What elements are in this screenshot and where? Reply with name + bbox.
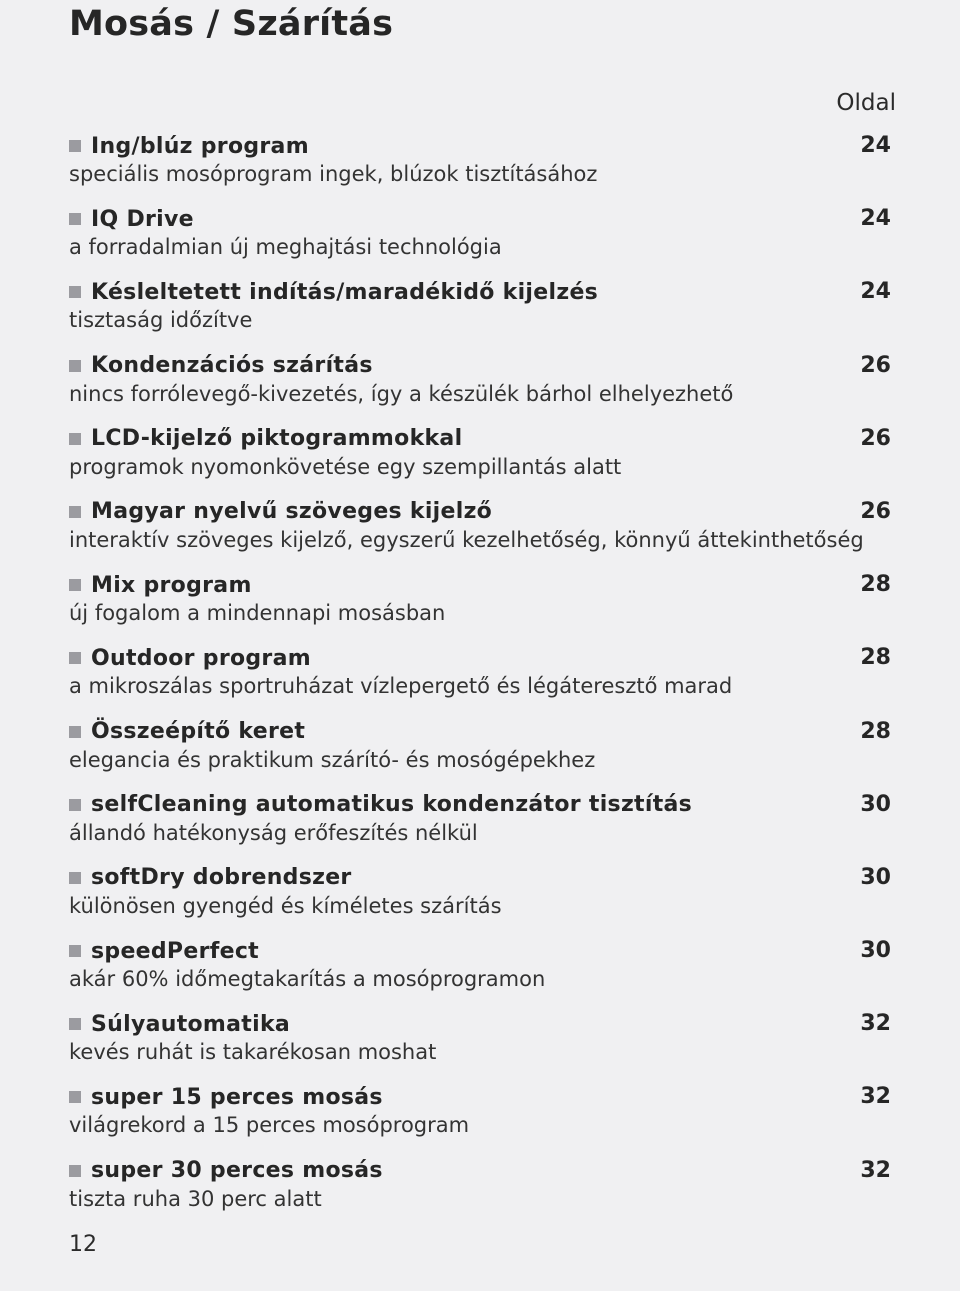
square-bullet-icon: [69, 140, 81, 152]
toc-entry-title: LCD-kijelző piktogrammokkal: [91, 426, 463, 452]
toc-entry: [69, 423, 891, 496]
square-bullet-icon: [69, 433, 81, 445]
square-bullet-icon: [69, 1165, 81, 1177]
toc-entry-description: tiszta ruha 30 perc alatt: [69, 1186, 322, 1211]
toc-entry-heading: [69, 423, 891, 455]
toc-entry-heading: [69, 203, 891, 235]
square-bullet-icon: [69, 726, 81, 738]
toc-entry-description: új fogalom a mindennapi mosásban: [69, 601, 446, 626]
toc-entry-description: akár 60% időmegtakarítás a mosóprogramon: [69, 967, 546, 992]
square-bullet-icon: [69, 799, 81, 811]
toc-entry-description: interaktív szöveges kijelző, egyszerű kezelhetőség, könnyű áttekinthetőség: [69, 527, 864, 552]
toc-entry-title: Kondenzációs szárítás: [91, 353, 373, 379]
toc-entry: [69, 1155, 891, 1228]
toc-entry-page: 28: [860, 718, 891, 744]
square-bullet-icon: [69, 1091, 81, 1103]
toc-entry-heading: [69, 789, 891, 821]
toc-entry-heading: [69, 130, 891, 162]
toc-entry: [69, 789, 891, 862]
toc-entry: [69, 716, 891, 789]
toc-entry-description: a mikroszálas sportruházat vízlepergető és légáteresztő marad: [69, 674, 733, 699]
toc-entry-description: állandó hatékonyság erőfeszítés nélkül: [69, 820, 478, 845]
toc-entry-heading: [69, 350, 891, 382]
toc-entry-heading: [69, 1155, 891, 1187]
toc-entry-title: softDry dobrendszer: [91, 865, 352, 891]
toc-entry: [69, 642, 891, 715]
square-bullet-icon: [69, 945, 81, 957]
toc-entry: [69, 276, 891, 349]
toc-entry-title: Ing/blúz program: [91, 133, 309, 159]
toc-entry-title: Késleltetett indítás/maradékidő kijelzés: [91, 279, 599, 305]
square-bullet-icon: [69, 213, 81, 225]
toc-entry-title: IQ Drive: [91, 206, 194, 232]
toc-entry: [69, 569, 891, 642]
toc-entry-page: 28: [860, 645, 891, 671]
toc-entry-description: világrekord a 15 perces mosóprogram: [69, 1113, 470, 1138]
toc-entry: [69, 1008, 891, 1081]
toc-entry-description: kevés ruhát is takarékosan moshat: [69, 1040, 437, 1065]
square-bullet-icon: [69, 579, 81, 591]
toc-entry-page: 32: [860, 1084, 891, 1110]
toc-entry: [69, 130, 891, 203]
toc-entry-description: speciális mosóprogram ingek, blúzok tisztításához: [69, 162, 598, 186]
square-bullet-icon: [69, 652, 81, 664]
toc-entry-description: tisztaság időzítve: [69, 308, 253, 333]
square-bullet-icon: [69, 1018, 81, 1030]
toc-entry-page: 32: [860, 1157, 891, 1183]
toc-entry-title: super 30 perces mosás: [91, 1158, 383, 1184]
square-bullet-icon: [69, 286, 81, 298]
toc-entry-description: a forradalmian új meghajtási technológia: [69, 235, 502, 260]
toc-entry-title: Magyar nyelvű szöveges kijelző: [91, 499, 493, 525]
toc-entry-heading: [69, 935, 891, 967]
toc-list: [69, 130, 891, 1228]
toc-entry-description: nincs forrólevegő-kivezetés, így a készülék bárhol elhelyezhető: [69, 381, 734, 406]
toc-entry-page: 24: [860, 279, 891, 305]
toc-entry-title: Outdoor program: [91, 645, 311, 671]
toc-entry-heading: [69, 569, 891, 601]
page-title: Mosás / Szárítás: [69, 4, 394, 44]
toc-entry-description: elegancia és praktikum szárító- és mosógépekhez: [69, 747, 596, 772]
square-bullet-icon: [69, 872, 81, 884]
toc-entry: [69, 1081, 891, 1154]
toc-entry-description: programok nyomonkövetése egy szempillantás alatt: [69, 454, 622, 479]
toc-entry-title: speedPerfect: [91, 938, 259, 964]
toc-entry-page: 30: [860, 791, 891, 817]
toc-entry-page: 32: [860, 1011, 891, 1037]
square-bullet-icon: [69, 360, 81, 372]
toc-entry-heading: [69, 496, 891, 528]
toc-entry-page: 30: [860, 938, 891, 964]
toc-entry-title: Összeépítő keret: [91, 719, 306, 744]
toc-entry: [69, 203, 891, 276]
toc-entry-heading: [69, 642, 891, 674]
toc-entry-page: 26: [860, 425, 891, 451]
toc-entry-title: Mix program: [91, 572, 252, 598]
toc-entry-page: 26: [860, 498, 891, 524]
toc-entry-page: 24: [860, 206, 891, 232]
square-bullet-icon: [69, 506, 81, 518]
toc-entry-heading: [69, 716, 891, 748]
toc-entry-page: 26: [860, 352, 891, 378]
toc-entry-page: 24: [860, 133, 891, 158]
toc-entry-title: selfCleaning automatikus kondenzátor tisztítás: [91, 792, 693, 818]
toc-entry-heading: [69, 1081, 891, 1113]
page-number: 12: [69, 1232, 97, 1257]
toc-entry-heading: [69, 862, 891, 894]
toc-entry: [69, 496, 891, 569]
toc-entry: [69, 935, 891, 1008]
toc-entry-description: különösen gyengéd és kíméletes szárítás: [69, 893, 502, 918]
toc-entry-title: super 15 perces mosás: [91, 1084, 383, 1110]
toc-entry-page: 28: [860, 572, 891, 598]
toc-entry-heading: [69, 1008, 891, 1040]
toc-entry-heading: [69, 276, 891, 308]
page-column-label: Oldal: [836, 90, 896, 116]
toc-entry: [69, 350, 891, 423]
toc-entry-page: 30: [860, 864, 891, 890]
toc-entry: [69, 862, 891, 935]
toc-entry-title: Súlyautomatika: [91, 1011, 291, 1037]
